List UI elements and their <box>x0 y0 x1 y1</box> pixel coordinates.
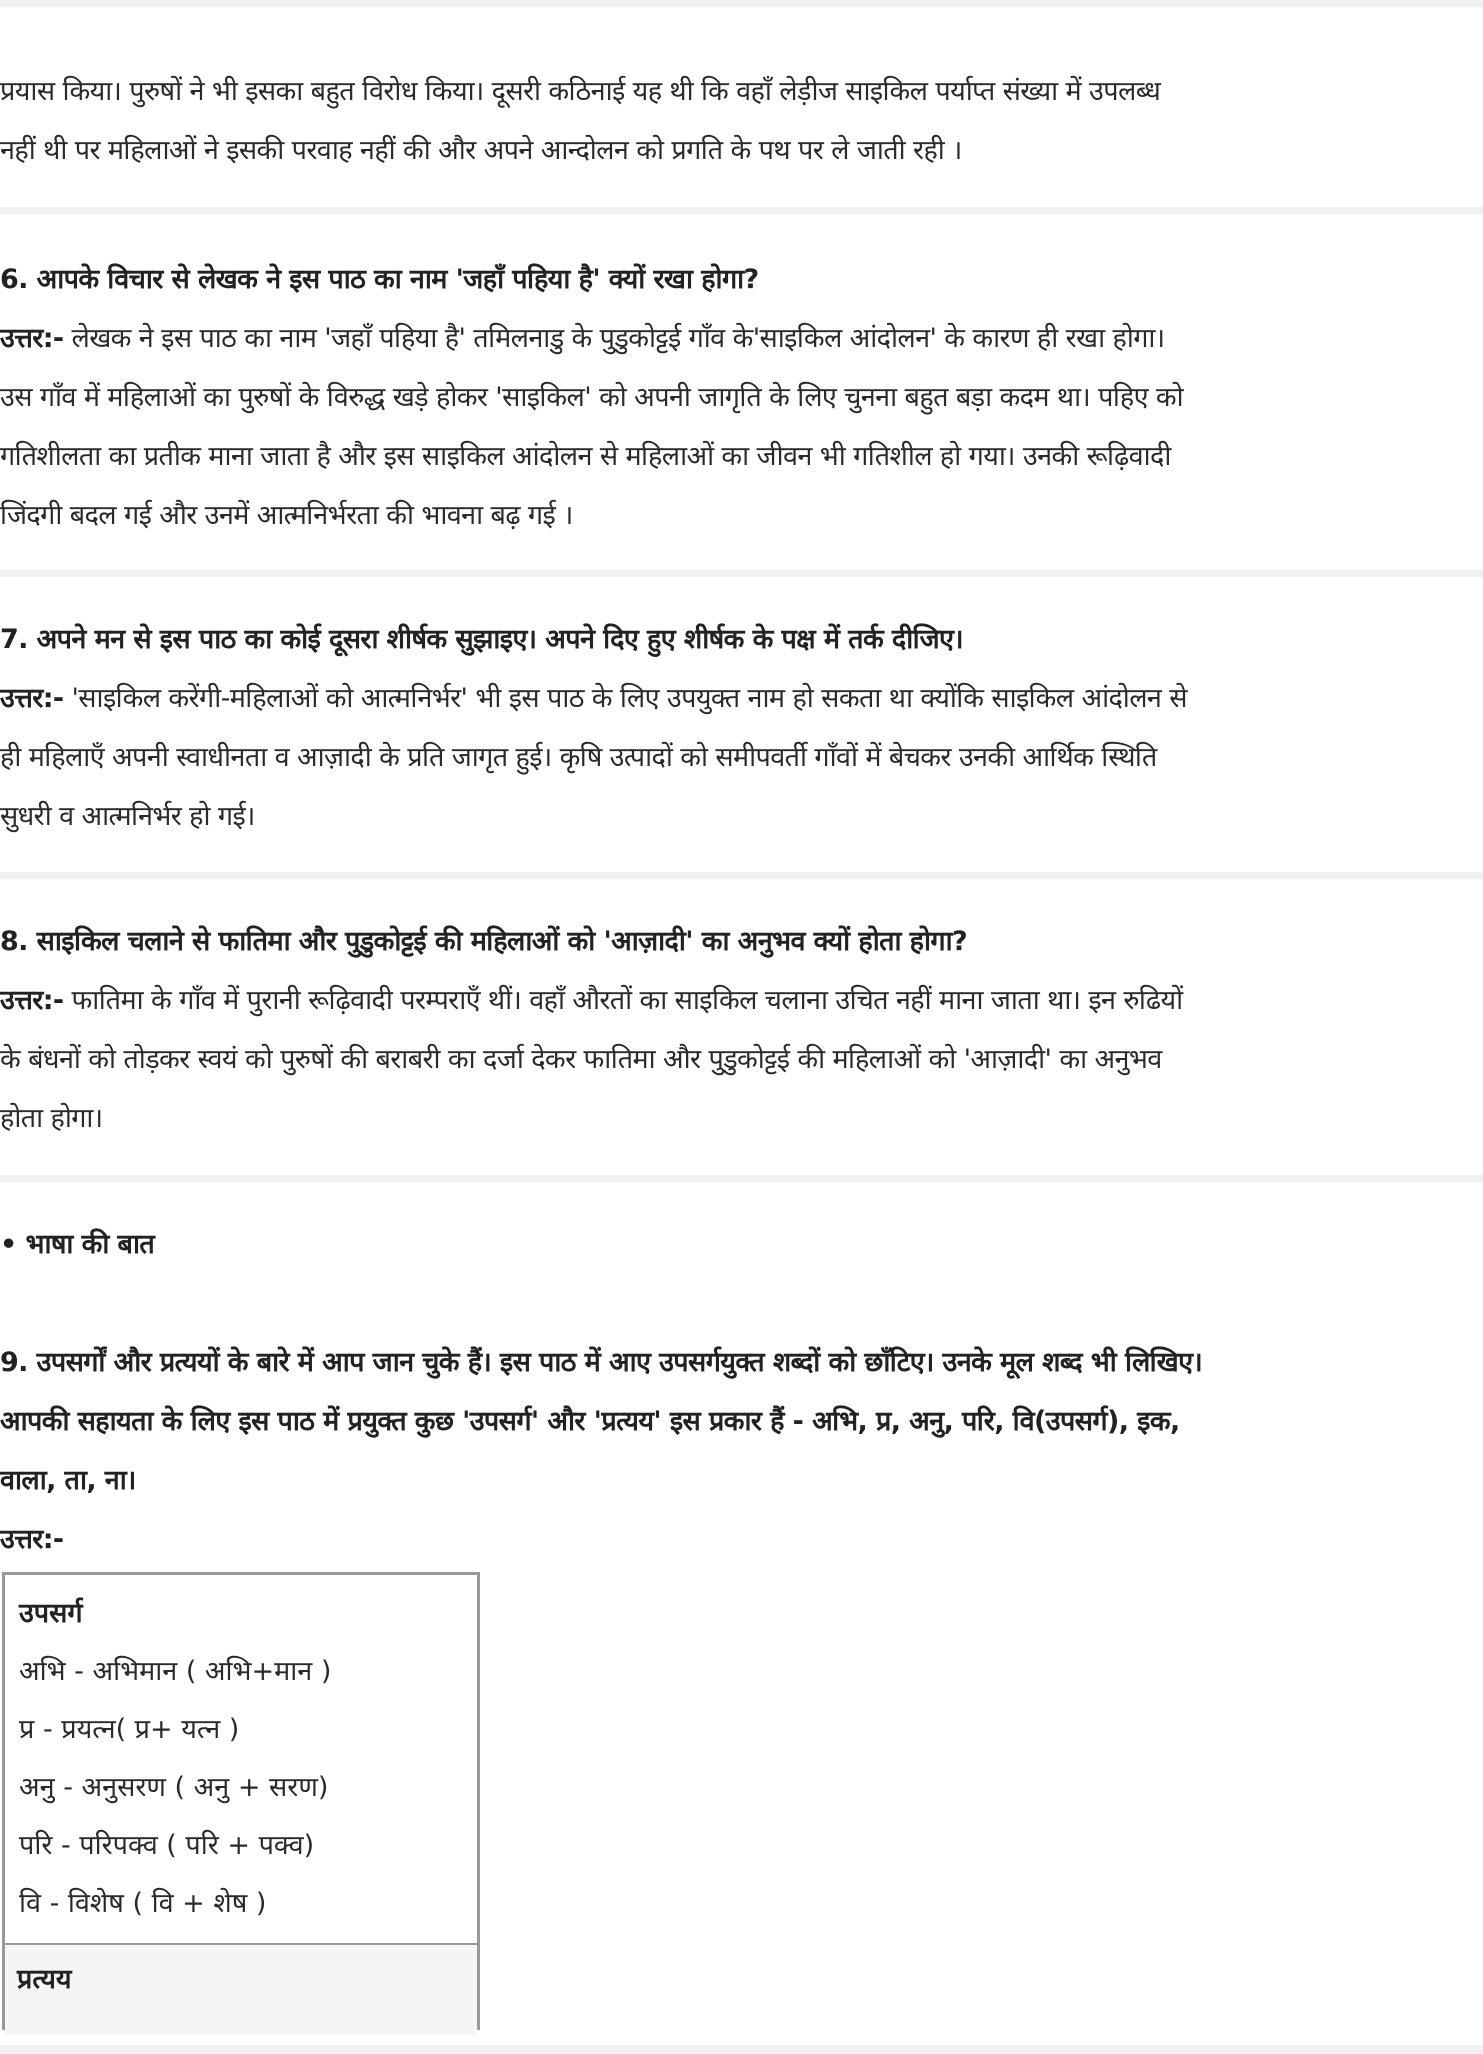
pratyay-header: प्रत्यय <box>17 1964 72 1995</box>
question-8: 8. साइकिल चलाने से फातिमा और पुडुकोट्टई की महिलाओं को 'आज़ादी' का अनुभव क्यों होता होगा? <box>0 926 968 957</box>
answer-line: उत्तर:- लेखक ने इस पाठ का नाम 'जहाँ पहिया है' तमिलनाडु के पुडुकोट्टई गाँव के'साइकिल आंदोलन' के कारण ही रखा होगा। <box>0 323 1165 354</box>
affix-table <box>2 1572 480 2030</box>
intro-paragraph <box>0 62 1480 180</box>
question-9-line: आपकी सहायता के लिए इस पाठ में प्रयुक्त कुछ 'उपसर्ग' और 'प्रत्यय' इस प्रकार हैं - अभि, प्र, अनु, परि, वि(उपसर्ग), इक, <box>0 1406 1180 1437</box>
question-7: 7. अपने मन से इस पाठ का कोई दूसरा शीर्षक सुझाइए। अपने दिए हुए शीर्षक के पक्ष में तर्क दीजिए। <box>0 624 964 655</box>
answer-line: ही महिलाएँ अपनी स्वाधीनता व आज़ादी के प्रति जागृत हुई। कृषि उत्पादों को समीपवर्ती गाँवों में बेचकर उनकी आर्थिक स्थिति <box>0 742 1157 773</box>
separator <box>0 570 1483 577</box>
question-6-block <box>0 250 1480 545</box>
question-9-line: 9. उपसर्गों और प्रत्ययों के बारे में आप जान चुके हैं। इस पाठ में आए उपसर्गयुक्त शब्दों को छाँटिए। उनके मूल शब्द भी लिखिए। <box>0 1347 1203 1378</box>
separator <box>0 0 1483 7</box>
answer-label: उत्तर:- <box>0 985 64 1016</box>
separator <box>0 2045 1483 2054</box>
question-9-line: वाला, ता, ना। <box>0 1465 136 1496</box>
question-7-block <box>0 610 1480 846</box>
answer-label: उत्तर:- <box>0 323 64 354</box>
upsarg-header: उपसर्ग <box>19 1598 83 1629</box>
text-line: नहीं थी पर महिलाओं ने इसकी परवाह नहीं की और अपने आन्दोलन को प्रगति के पथ पर ले जाती रही । <box>0 135 962 166</box>
separator <box>0 1175 1483 1182</box>
separator <box>0 872 1483 879</box>
question-9-block <box>0 1333 1480 1569</box>
answer-line: के बंधनों को तोड़कर स्वयं को पुरुषों की बराबरी का दर्जा देकर फातिमा और पुडुकोट्टई की महिलाओं को 'आज़ादी' का अनुभव <box>0 1044 1162 1075</box>
answer-line: उस गाँव में महिलाओं का पुरुषों के विरुद्ध खड़े होकर 'साइकिल' को अपनी जागृति के लिए चुनना बहुत बड़ा कदम था। पहिए को <box>0 382 1184 413</box>
answer-label: उत्तर:- <box>0 683 64 714</box>
answer-line: उत्तर:- फातिमा के गाँव में पुरानी रूढ़िवादी परम्पराएँ थीं। वहाँ औरतों का साइकिल चलाना उचित नहीं माना जाता था। इन रुढियों <box>0 985 1183 1016</box>
answer-line: गतिशीलता का प्रतीक माना जाता है और इस साइकिल आंदोलन से महिलाओं का जीवन भी गतिशील हो गया। उनकी रूढ़िवादी <box>0 441 1171 472</box>
upsarg-row: अभि - अभिमान ( अभि+मान ) <box>19 1656 332 1687</box>
question-8-block <box>0 912 1480 1148</box>
answer-line: सुधरी व आत्मनिर्भर हो गई। <box>0 801 255 832</box>
question-6: 6. आपके विचार से लेखक ने इस पाठ का नाम 'जहाँ पहिया है' क्यों रखा होगा? <box>0 264 759 295</box>
text-line: प्रयास किया। पुरुषों ने भी इसका बहुत विरोध किया। दूसरी कठिनाई यह थी कि वहाँ लेड़ीज साइकिल पर्याप्त संख्या में उपलब्ध <box>0 76 1161 107</box>
upsarg-row: परि - परिपक्व ( परि + पक्व) <box>19 1830 315 1861</box>
answer-line: होता होगा। <box>0 1103 103 1134</box>
pratyay-cell <box>5 1945 477 2035</box>
section-heading: • भाषा की बात <box>0 1229 155 1260</box>
answer-line: जिंदगी बदल गई और उनमें आत्मनिर्भरता की भावना बढ़ गई । <box>0 500 573 531</box>
answer-line: उत्तर:- 'साइकिल करेंगी-महिलाओं को आत्मनिर्भर' भी इस पाठ के लिए उपयुक्त नाम हो सकता था क्योंकि साइकिल आंदोलन से <box>0 683 1187 714</box>
upsarg-row: प्र - प्रयत्न( प्र+ यत्न ) <box>19 1714 240 1745</box>
upsarg-row: वि - विशेष ( वि + शेष ) <box>19 1888 267 1919</box>
upsarg-cell <box>5 1575 477 1945</box>
upsarg-row: अनु - अनुसरण ( अनु + सरण) <box>19 1772 329 1803</box>
answer-label: उत्तर:- <box>0 1524 64 1555</box>
separator <box>0 207 1483 214</box>
